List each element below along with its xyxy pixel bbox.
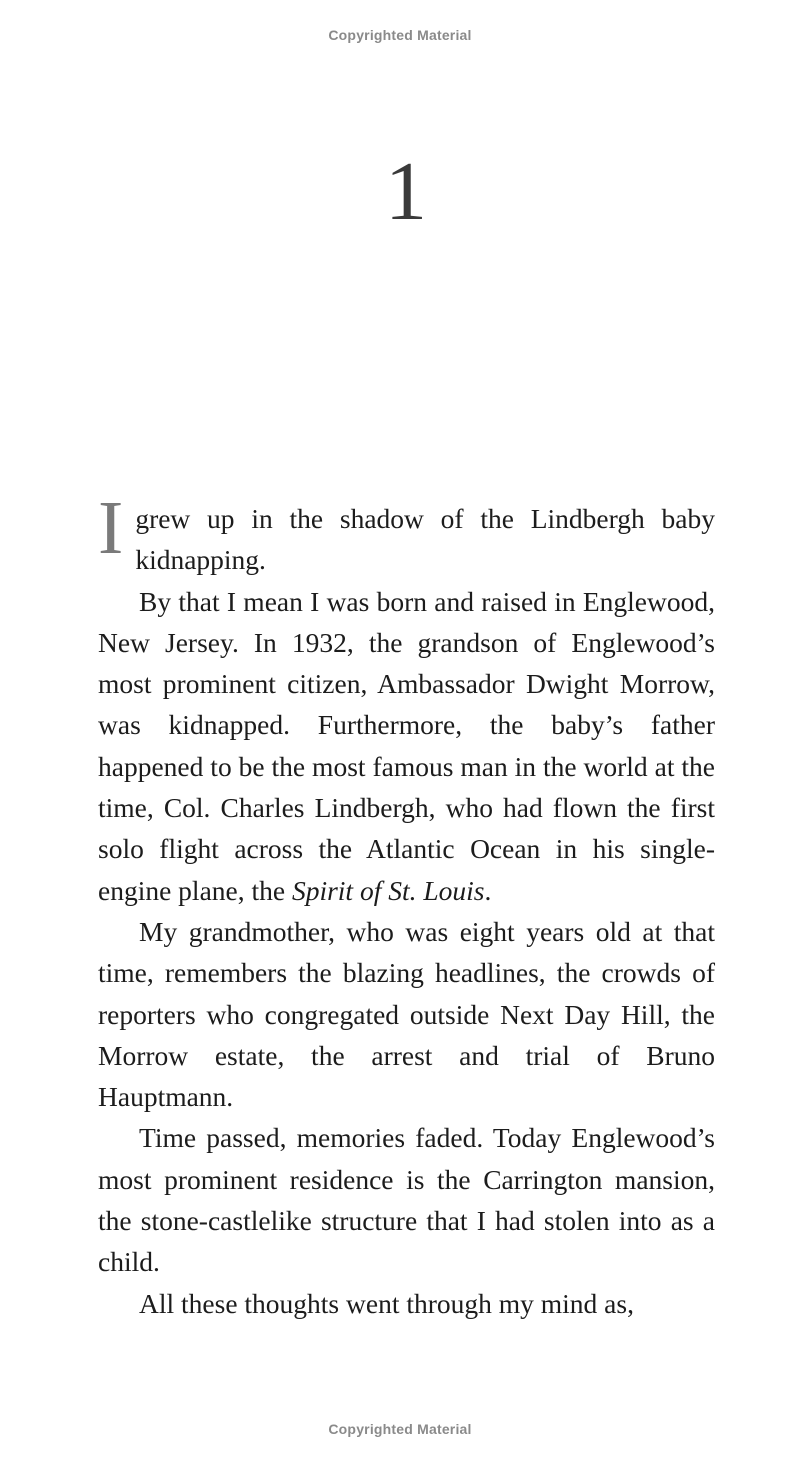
copyright-watermark-top: Copyrighted Material (328, 27, 472, 43)
chapter-number: 1 (385, 145, 427, 238)
paragraph-5: All these thoughts went through my mind as, (139, 1287, 634, 1319)
chapter-body-text (98, 486, 715, 1324)
paragraph-2-text: By that I mean I was born and raised in Englewood, New Jersey. In 1932, the grandson of Englewood’s most prominent citizen, Ambassador Dwight Morrow, was kidnapped. Furthermore, the baby’s father happened to be the most famous man in the world at the time, Col. Charles Lindbergh, who had flown the first solo flight across the Atlantic Ocean in his single-engine plane, the (98, 585, 715, 906)
copyright-watermark-bottom: Copyrighted Material (328, 1421, 472, 1437)
paragraph-3: My grandmother, who was eight years old at that time, remembers the blazing headlines, the crowds of reporters who congregated outside Next Day Hill, the Morrow estate, the arrest and trial of Bruno Hauptmann. (98, 915, 715, 1113)
paragraph-1 (98, 486, 715, 581)
drop-cap: I (98, 486, 124, 570)
paragraph-2-italic-title: Spirit of St. Louis (291, 874, 485, 906)
paragraph-1-text: grew up in the shadow of the Lindbergh baby kidnapping. (135, 503, 715, 576)
paragraph-4: Time passed, memories faded. Today Englewood’s most prominent residence is the Carrington mansion, the stone-castlelike structure that I had stolen into as a child. (98, 1122, 715, 1278)
paragraph-2 (98, 581, 715, 911)
paragraph-2-end: . (484, 874, 492, 906)
